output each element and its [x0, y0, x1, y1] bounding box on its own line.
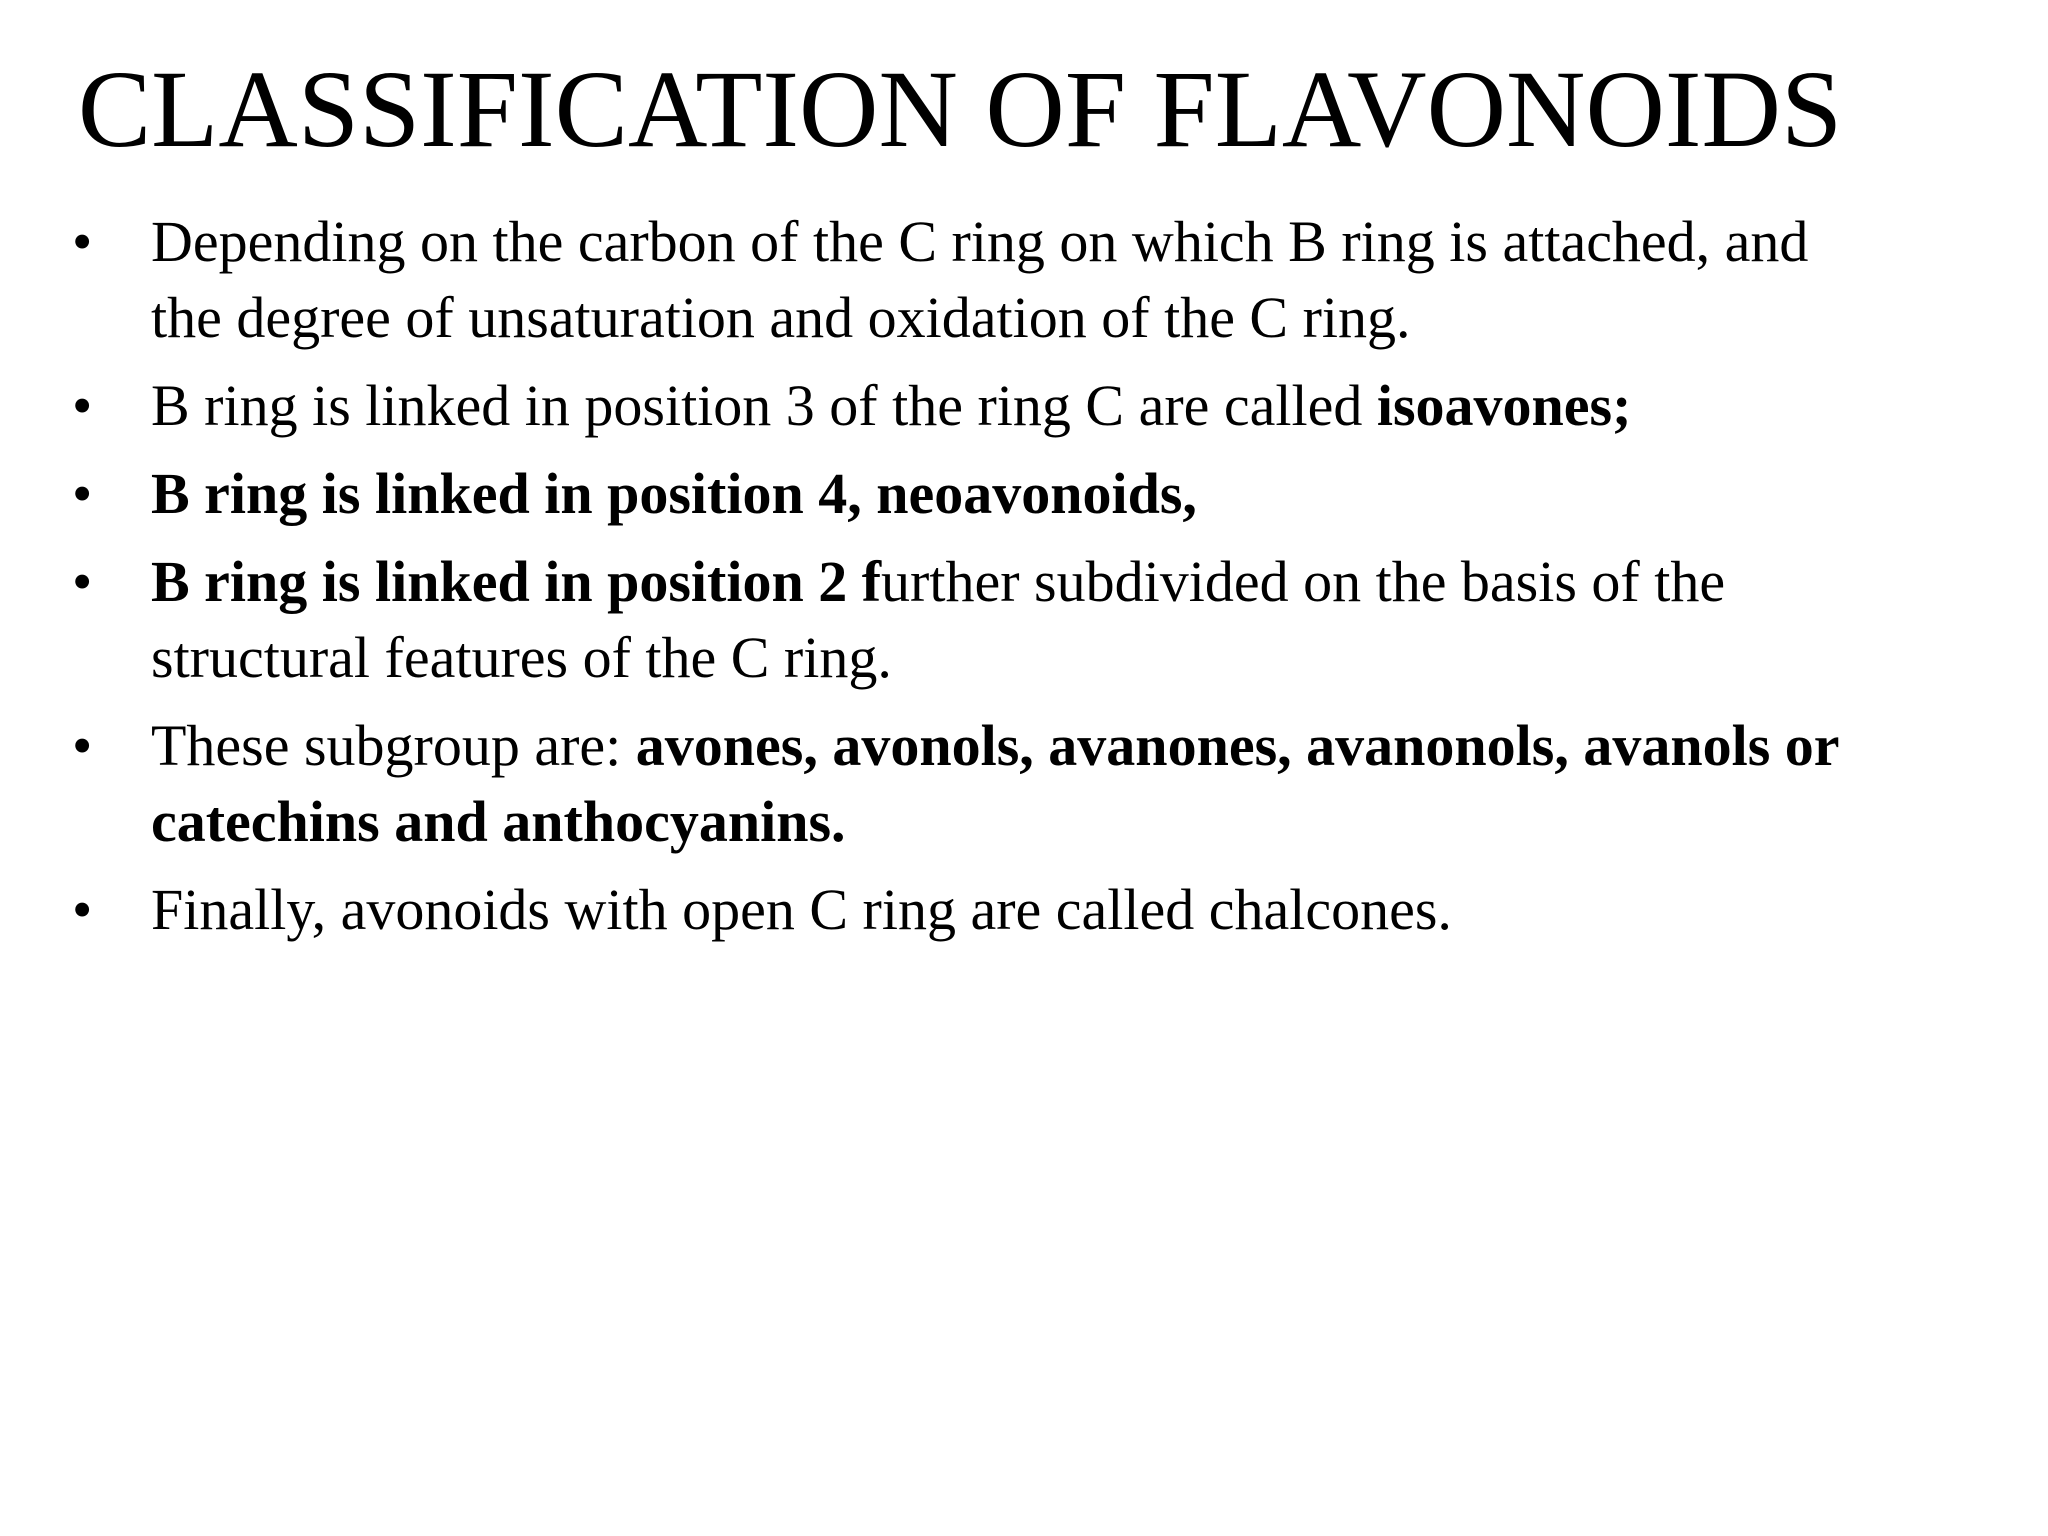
bullet-text-line: the degree of unsaturation and oxidation of the C ring. [151, 285, 1411, 350]
bullet-item-isoavones [0, 368, 2048, 444]
bullet-item-classification-basis [0, 204, 2048, 356]
bullet-item-chalcones [0, 872, 2048, 948]
bullet-bold-term: isoavones; [1376, 373, 1632, 438]
bullet-bold-term: B ring is linked in position 2 f [151, 549, 882, 614]
bullet-glyph: • [72, 549, 93, 614]
bullet-glyph: • [72, 373, 93, 438]
bullet-glyph: • [72, 209, 93, 274]
bullet-item-subgroups [0, 708, 2048, 860]
bullet-text: B ring is linked in position 3 of the ring C are called [151, 373, 1377, 438]
bullet-text-line: structural features of the C ring. [151, 625, 892, 690]
bullet-bold-term: avones, avonols, avanones, avanonols, avanols or [635, 713, 1840, 778]
bullet-text-line: Depending on the carbon of the C ring on which B ring is attached, and [151, 209, 1809, 274]
slide-title: CLASSIFICATION OF FLAVONOIDS [77, 48, 1843, 170]
bullet-glyph: • [72, 461, 93, 526]
bullet-text: Finally, avonoids with open C ring are called chalcones. [151, 877, 1452, 942]
bullet-glyph: • [72, 877, 93, 942]
bullet-text: These subgroup are: [151, 713, 636, 778]
bullet-list [0, 204, 2048, 960]
bullet-item-position-2 [0, 544, 2048, 696]
bullet-text-line: urther subdivided on the basis of the [881, 549, 1726, 614]
bullet-glyph: • [72, 713, 93, 778]
bullet-item-neoavonoids [0, 456, 2048, 532]
bullet-bold-term: catechins and anthocyanins. [151, 789, 846, 854]
bullet-bold-term: B ring is linked in position 4, neoavonoids, [151, 461, 1197, 526]
